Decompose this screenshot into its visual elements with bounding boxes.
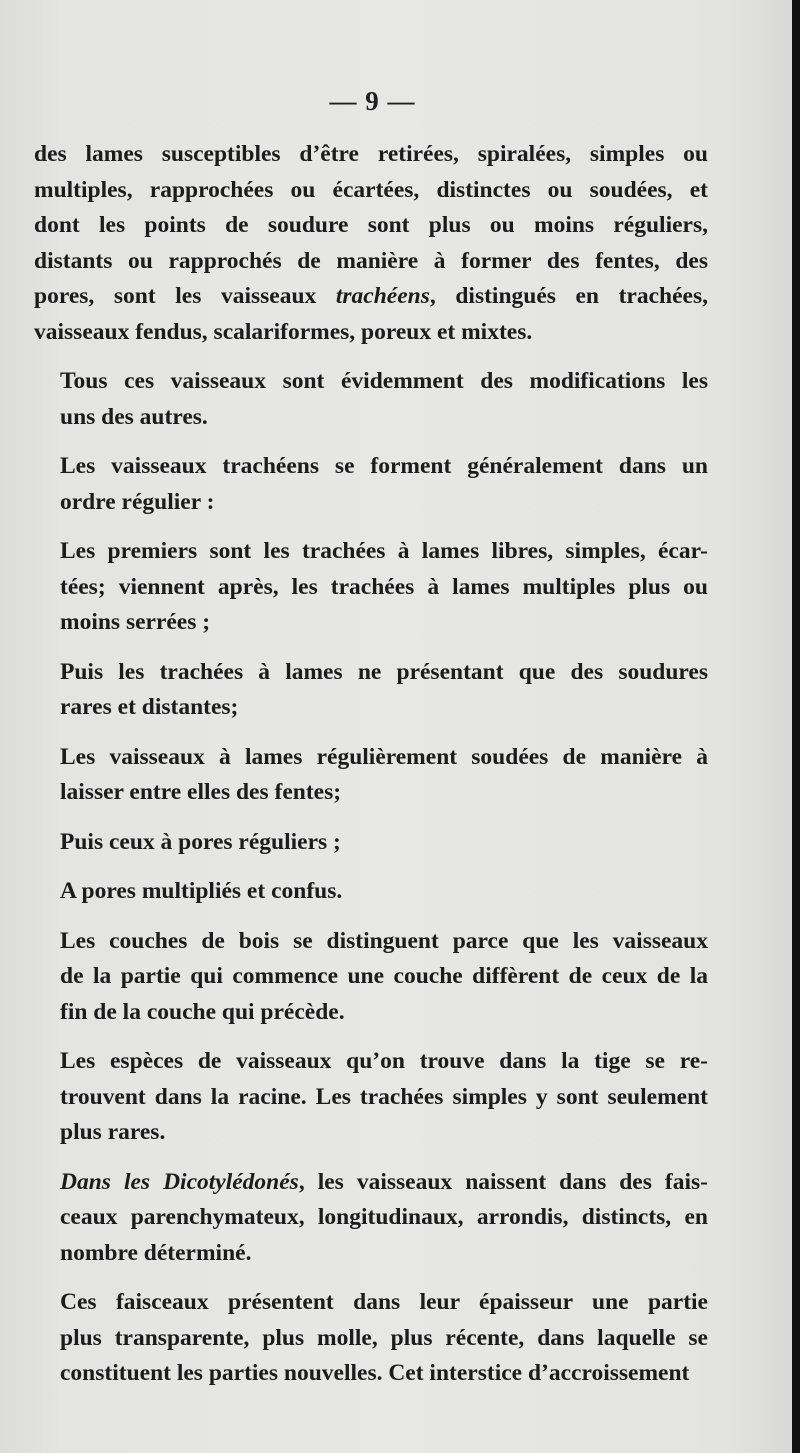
- paragraph: [34, 137, 708, 350]
- text-line: Tous ces vaisseaux sont évidemment des modifications les: [60, 368, 708, 394]
- page-edge-shadow: [792, 0, 800, 1453]
- text-line: constituent les parties nouvelles. Cet interstice d’accroissement: [60, 1360, 690, 1386]
- text-line: plus rares.: [60, 1119, 166, 1145]
- italic-term: Dans les Dicotylédonés: [60, 1168, 299, 1195]
- text-line: dont les points de soudure sont plus ou moins réguliers,: [34, 212, 708, 238]
- text-line: uns des autres.: [60, 403, 208, 430]
- text-line: Puis les trachées à lames ne présentant que des soudures: [60, 658, 708, 685]
- text-line: de la partie qui commence une couche diffèrent de ceux de la: [60, 963, 708, 989]
- text-line: vaisseaux fendus, scalariformes, poreux et mixtes.: [34, 318, 533, 345]
- text-line: multiples, rapprochées ou écartées, distinctes ou soudées, et: [34, 176, 708, 203]
- page-number: — 9 —: [329, 86, 416, 116]
- text-line: trouvent dans la racine. Les trachées simples y sont seulement: [60, 1083, 708, 1110]
- text-line: pores, sont les vaisseaux trachéens, distingués en trachées,: [34, 283, 708, 309]
- text-line: ceaux parenchymateux, longitudinaux, arrondis, distincts, en: [60, 1204, 708, 1230]
- text-line: Les premiers sont les trachées à lames libres, simples, écar-: [60, 538, 708, 564]
- paragraph: [34, 740, 708, 811]
- paragraph: [34, 924, 708, 1031]
- text-line: des lames susceptibles d’être retirées, spiralées, simples ou: [34, 141, 708, 167]
- paragraph: [34, 449, 708, 520]
- paragraph: [34, 1044, 708, 1151]
- text-line: rares et distantes;: [60, 694, 239, 720]
- text-line: Ces faisceaux présentent dans leur épaisseur une partie: [60, 1289, 708, 1315]
- italic-term: trachéens: [335, 283, 430, 309]
- body-text: [34, 137, 708, 1406]
- paragraph: [34, 534, 708, 641]
- text-line: Les espèces de vaisseaux qu’on trouve dans la tige se re-: [60, 1048, 708, 1074]
- text-line: fin de la couche qui précède.: [60, 998, 345, 1025]
- paragraph: [34, 825, 708, 861]
- text-line: distants ou rapprochés de manière à former des fentes, des: [34, 247, 708, 274]
- paragraph: [34, 364, 708, 435]
- text-line: moins serrées ;: [60, 609, 211, 635]
- text-line: Puis ceux à pores réguliers ;: [60, 828, 341, 855]
- text-line: Dans les Dicotylédonés, les vaisseaux naissent dans des fais-: [60, 1168, 708, 1195]
- text-line: tées; viennent après, les trachées à lames multiples plus ou: [60, 573, 708, 600]
- paragraph: [34, 1285, 708, 1392]
- text-line: Les vaisseaux trachéens se forment généralement dans un: [60, 453, 708, 479]
- text-line: A pores multipliés et confus.: [60, 878, 343, 904]
- paragraph: [34, 655, 708, 726]
- text-line: laisser entre elles des fentes;: [60, 779, 342, 805]
- text-line: Les couches de bois se distinguent parce que les vaisseaux: [60, 927, 708, 954]
- paragraph: [34, 1165, 708, 1272]
- text-line: Les vaisseaux à lames régulièrement soudées de manière à: [60, 743, 708, 770]
- paragraph: [34, 874, 708, 910]
- text-line: plus transparente, plus molle, plus récente, dans laquelle se: [60, 1324, 708, 1351]
- text-line: nombre déterminé.: [60, 1239, 252, 1266]
- text-line: ordre régulier :: [60, 488, 215, 515]
